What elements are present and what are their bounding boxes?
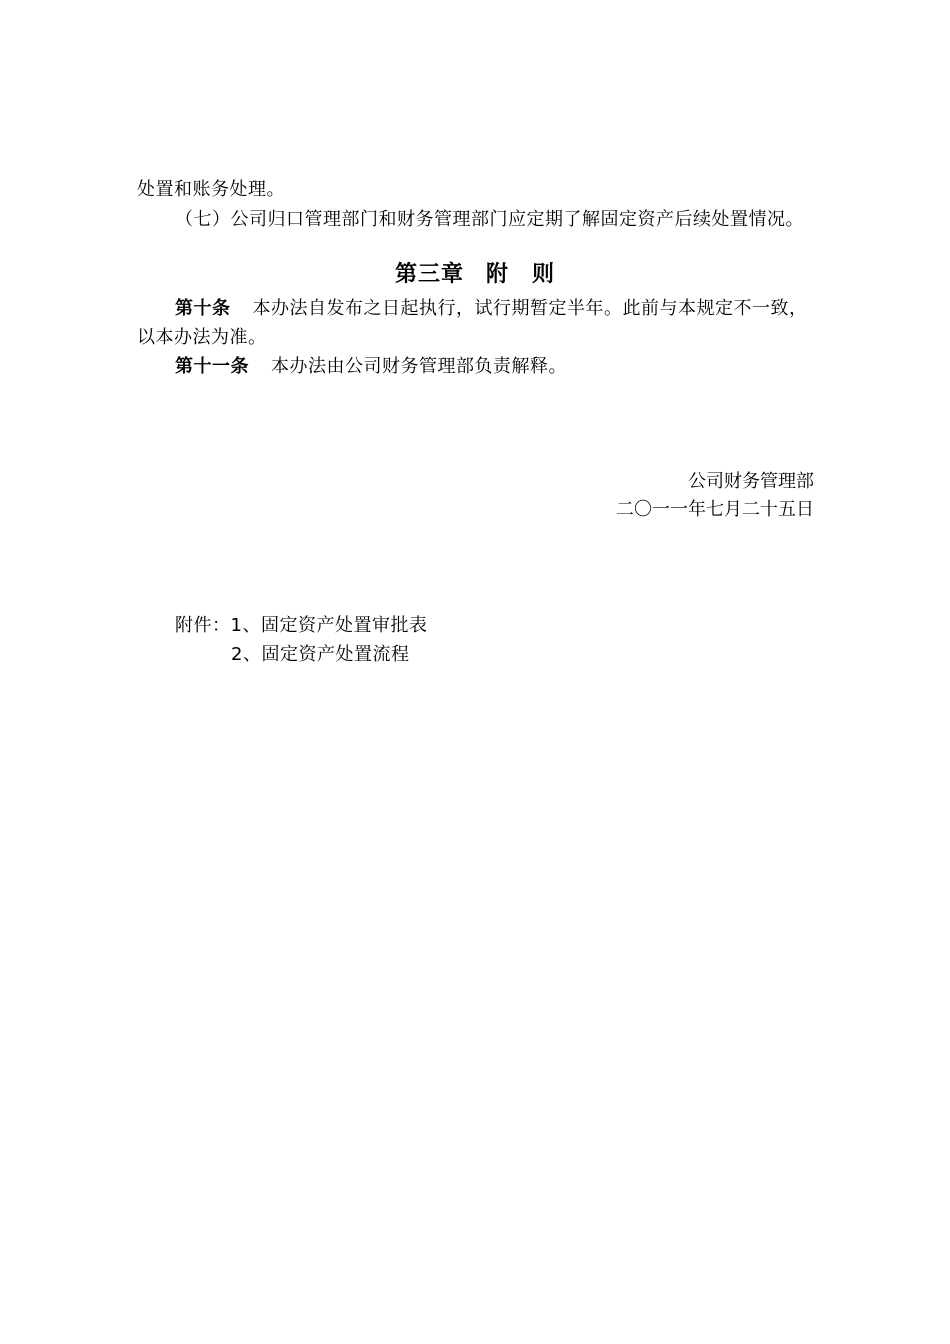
attachments <box>175 614 427 638</box>
article-ten-text: 本办法自发布之日起执行，试行期暂定半年。此前与本规定不一致， <box>252 298 808 319</box>
item-seven: （七）公司归口管理部门和财务管理部门应定期了解固定资产后续处置情况。 <box>175 209 804 230</box>
continued-paragraph: 处置和账务处理。 <box>137 179 285 200</box>
chapter-title: 附 则 <box>486 262 556 287</box>
article-eleven <box>175 355 567 379</box>
article-ten <box>175 297 808 321</box>
article-ten-continuation: 以本办法为准。 <box>137 327 267 348</box>
signature-date: 二〇一一年七月二十五日 <box>616 499 814 520</box>
signature-department: 公司财务管理部 <box>688 471 814 492</box>
attachment-item-1: 1、固定资产处置审批表 <box>230 615 428 636</box>
article-ten-label: 第十条 <box>175 298 231 319</box>
chapter-three-heading <box>0 260 950 290</box>
attachments-prefix: 附件： <box>175 615 231 636</box>
chapter-number: 第三章 <box>394 262 464 287</box>
article-eleven-label: 第十一条 <box>175 356 249 377</box>
article-eleven-text: 本办法由公司财务管理部负责解释。 <box>271 356 567 377</box>
attachment-item-2: 2、固定资产处置流程 <box>231 644 410 665</box>
